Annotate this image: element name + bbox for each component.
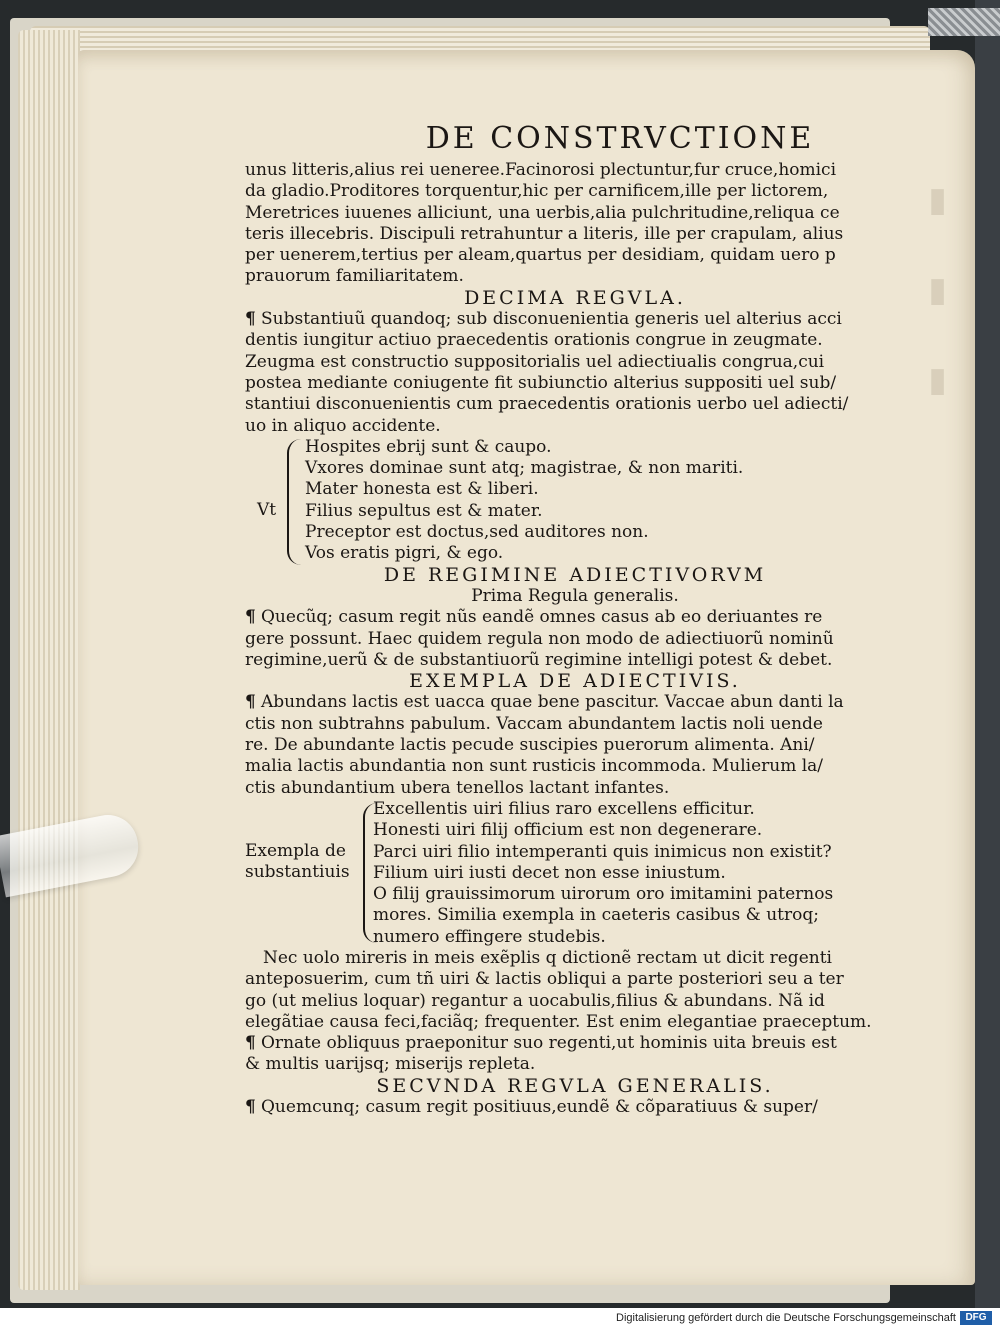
label-line: substantiuis [245,861,350,882]
text-line: anteposuerim, cum tñ uiri & lactis obliqui a parte posteriori seu a ter [245,969,844,990]
text-line: da gladio.Proditores torquentur,hic per carnificem,ille per lictorem, [245,181,829,202]
text-line: uo in aliquo accidente. [245,415,441,436]
text-line: unus litteris,alius rei ueneree.Facinorosi plectuntur,fur cruce,homici [245,160,837,180]
text-line: Abundans lactis est uacca quae bene pascitur. Vaccae abun danti la [261,692,844,713]
substantiuis-example-group [245,799,905,948]
subheading-prima-regula: Prima Regula generalis. [471,585,679,606]
example-line: numero effingere studebis. [373,926,606,947]
text-line: Substantiuũ quandoq; sub disconuenientia generis uel alterius acci [261,309,842,330]
heading-exempla: EXEMPLA DE ADIECTIVIS. [409,670,741,693]
text-line: postea mediante coniugente fit subiunctio alterius suppositi uel sub/ [245,372,837,393]
text-line: stantiui disconuenientis cum praecedentis orationis uerbo uel adiecti/ [245,394,849,415]
digitization-footer [0,1308,1000,1330]
text-line: Quecũq; casum regit nũs eandẽ omnes casus ab eo deriuantes re [261,607,823,628]
scan-background-strip [975,0,1000,1308]
example-line: Vos eratis pigri, & ego. [305,543,504,564]
text-line: re. De abundante lactis pecude suscipies puerorum alimenta. Ani/ [245,735,815,756]
intro-paragraph [245,160,905,288]
paragraph-mark-icon: ¶ [245,607,256,628]
text-line: go (ut melius loquar) regantur a uocabulis,filius & abundans. Nã id [245,990,825,1011]
text-line: ctis non subtrahns pabulum. Vaccam abundantem lactis noli uende [245,713,823,734]
page-header: DE CONSTRVCTIONE [425,121,815,156]
brace-icon [363,803,379,943]
example-line: Parci uiri filio intemperanti quis inimicus non existit? [373,841,832,862]
paragraph-mark-icon: ¶ [245,1097,256,1118]
example-line: mores. Similia exempla in caeteris casibus & utroq; [373,905,819,926]
page-edges-left [18,30,80,1290]
exempla-paragraph [245,692,905,798]
example-line: Honesti uiri filij officium est non degenerare. [373,820,763,841]
example-line: Hospites ebrij sunt & caupo. [305,436,552,457]
brace-icon [287,439,303,565]
text-line: Zeugma est constructio suppositorialis uel adiectiualis congrua,cui [245,351,825,372]
text-line: Nec uolo mireris in meis exẽplis q dictionẽ rectam ut dicit regenti [263,947,832,968]
text-line: per uenerem,tertius per aleam,quartus per desidiam, quidam uero p [245,245,836,266]
text-line: regimine,uerũ & de substantiuorũ regimine intelligi potest & debet. [245,649,833,670]
substantiuis-label [245,841,350,883]
example-line: Mater honesta est & liberi. [305,479,539,500]
example-line: Vxores dominae sunt atq; magistrae, & non mariti. [305,458,744,479]
footer-text: Digitalisierung gefördert durch die Deutsche Forschungsgemeinschaft [616,1312,956,1324]
text-line: Ornate obliquus praeponitur suo regenti,ut hominis uita breuis est [261,1033,837,1054]
decima-paragraph [245,309,905,437]
text-line: & multis uarijsq; miserijs repleta. [245,1054,536,1075]
bookmark-ribbon [928,8,1000,36]
ornate-paragraph [245,1033,905,1076]
label-line: Exempla de [245,840,346,861]
example-line: O filij grauissimorum uirorum oro imitamini paternos [373,884,834,905]
nec-paragraph [245,948,905,1033]
ut-example-group [257,436,905,565]
text-line: Quemcunq; casum regit positiuus,eundẽ & cõparatiuus & super/ [261,1097,818,1118]
text-line: malia lactis abundantia non sunt rusticis incommoda. Mulierum la/ [245,756,824,777]
heading-decima-regula: DECIMA REGVLA. [464,286,686,309]
ink-show-through: ▮ ▮ ▮ [928,180,947,400]
heading-secunda-regula: SECVNDA REGVLA GENERALIS. [376,1074,774,1097]
example-line: Filius sepultus est & mater. [305,500,543,521]
prima-paragraph [245,607,905,671]
page-text [245,120,905,1118]
example-line: Preceptor est doctus,sed auditores non. [305,522,649,543]
text-line: teris illecebris. Discipuli retrahuntur a literis, ille per crapulam, alius [245,223,844,244]
paragraph-mark-icon: ¶ [245,692,256,713]
example-line: Excellentis uiri filius raro excellens efficitur. [373,798,755,819]
example-line: Filium uiri iusti decet non esse iniustum. [373,862,726,883]
paragraph-mark-icon: ¶ [245,309,256,330]
heading-de-regimine: DE REGIMINE ADIECTIVORVM [383,563,767,586]
text-line: Meretrices iuuenes alliciunt, una uerbis,alia pulchritudine,reliqua ce [245,202,840,223]
text-line: ctis abundantium ubera tenellos lactant infantes. [245,777,670,798]
dfg-logo: DFG [960,1311,992,1325]
text-line: prauorum familiaritatem. [245,266,464,287]
text-line: gere possunt. Haec quidem regula non modo de adiectiuorũ nominũ [245,628,834,649]
paragraph-mark-icon: ¶ [245,1033,256,1054]
text-line: elegãtiae causa feci,faciãq; frequenter. Est enim elegantiae praeceptum. [245,1011,872,1032]
text-line: dentis iungitur actiuo praecedentis orationis congrue in zeugmate. [245,330,823,351]
ut-label: Vt [257,499,277,520]
